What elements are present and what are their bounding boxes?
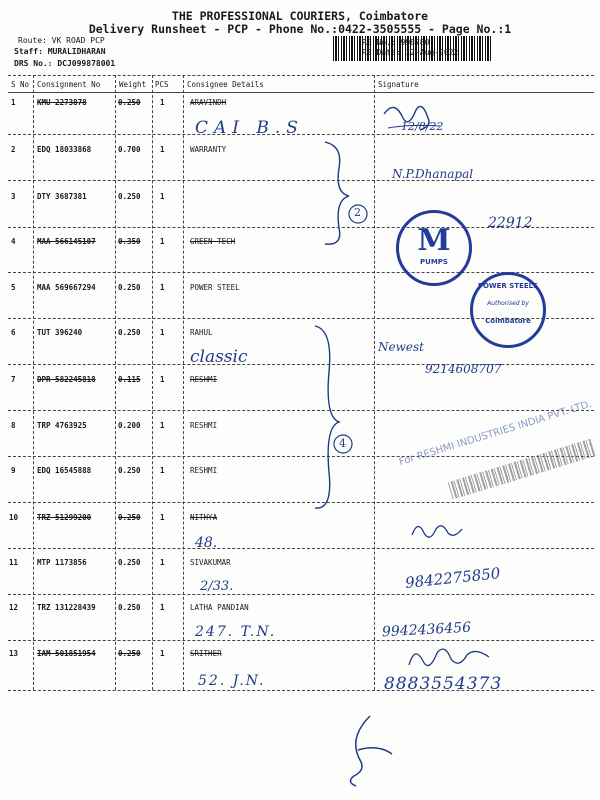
signature-row-12: 9942436456 — [381, 619, 472, 641]
col-sno: S No — [11, 80, 30, 89]
handwritten-note-48: 48. — [195, 535, 218, 551]
row-8-consignee: RESHMI — [190, 421, 218, 430]
row-5-weight: 0.250 — [118, 283, 141, 292]
pumps-stamp: M PUMPS — [396, 210, 472, 286]
row-1-pcs: 1 — [160, 98, 165, 107]
row-12-consignment: TRZ 131228439 — [37, 603, 96, 612]
col-signature: Signature — [378, 80, 419, 89]
row-2-consignment: EDQ 18033868 — [37, 145, 92, 154]
row-8-consignment: TRP 4763925 — [37, 421, 87, 430]
row-12-consignee: LATHA PANDIAN — [190, 603, 249, 612]
row-9-consignee: RESHMI — [190, 466, 218, 475]
row-7-consignment: DPR 582245818 — [37, 375, 96, 384]
row-8-pcs: 1 — [160, 421, 165, 430]
row-10-pcs: 1 — [160, 513, 165, 522]
row-5-consignee: POWER STEEL — [190, 283, 240, 292]
brace-count-4: 4 — [339, 437, 346, 450]
company-seal-faint: For RESHMI INDUSTRIES INDIA PVT. LTD. — [397, 398, 594, 469]
col-weight: Weight — [119, 80, 147, 89]
row-11-sno: 11 — [9, 558, 19, 567]
row-13-weight: 0.250 — [118, 649, 141, 658]
row-7-consignee: RESHMI — [190, 375, 218, 384]
row-13-consignment: IAM 501851954 — [37, 649, 96, 658]
row-6-pcs: 1 — [160, 328, 165, 337]
row-5-sno: 5 — [11, 283, 16, 292]
handwritten-note-233: 2/33. — [200, 579, 234, 594]
row-3-consignment: DTY 3687381 — [37, 192, 87, 201]
signature-date: 12/8/22 — [401, 120, 444, 133]
row-10-consignment: TRZ 51299200 — [37, 513, 92, 522]
brace-rows-6-9 — [305, 322, 365, 512]
handwritten-note-cai: CAI B.S — [195, 118, 304, 138]
power-steels-stamp: POWER STEELS Authorised by Coimbatore — [470, 272, 546, 348]
row-4-sno: 4 — [11, 237, 16, 246]
row-5-consignment: MAA 569667294 — [37, 283, 96, 292]
staff-label: Staff: MURALIDHARAN — [14, 47, 106, 56]
signature-row-1 — [380, 96, 460, 140]
col-pcs: PCS — [155, 80, 169, 89]
row-4-weight: 0.350 — [118, 237, 141, 246]
row-2-sno: 2 — [11, 145, 16, 154]
row-3-sno: 3 — [11, 192, 16, 201]
brace-count-2: 2 — [354, 206, 361, 219]
row-13-sno: 13 — [9, 649, 19, 658]
row-1-weight: 0.250 — [118, 98, 141, 107]
col-consignee: Consignee Details — [187, 80, 264, 89]
faint-barcode — [448, 438, 597, 499]
row-1-sno: 1 — [11, 98, 16, 107]
row-12-weight: 0.250 — [118, 603, 141, 612]
route-label: Route: VK ROAD PCP — [18, 36, 105, 45]
row-12-pcs: 1 — [160, 603, 165, 612]
signature-row-11: 9842275850 — [404, 564, 502, 592]
row-6-sno: 6 — [11, 328, 16, 337]
runsheet-subtitle: Delivery Runsheet - PCP - Phone No.:0422-3505555 - Page No.:1 — [88, 22, 512, 36]
row-7-pcs: 1 — [160, 375, 165, 384]
row-6-consignment: TUT 396240 — [37, 328, 83, 337]
row-4-consignment: MAA 566145107 — [37, 237, 96, 246]
signature-row-13 — [405, 643, 495, 673]
row-3-pcs: 1 — [160, 192, 165, 201]
handwritten-note-247: 247. T.N. — [195, 624, 277, 640]
row-7-weight: 0.115 — [118, 375, 141, 384]
row-7-sno: 7 — [11, 375, 16, 384]
row-9-weight: 0.250 — [118, 466, 141, 475]
row-4-consignee: GREEN TECH — [190, 237, 236, 246]
signature-row-10 — [408, 515, 468, 545]
row-11-pcs: 1 — [160, 558, 165, 567]
signature-row-2: N.P.Dhanapal — [392, 167, 474, 181]
row-6-weight: 0.250 — [118, 328, 141, 337]
row-8-weight: 0.200 — [118, 421, 141, 430]
signature-row-3-number: 22912 — [488, 215, 533, 231]
row-10-sno: 10 — [9, 513, 19, 522]
final-signature — [340, 710, 400, 790]
row-10-weight: 0.250 — [118, 513, 141, 522]
drs-label: DRS No.: DCJ099878001 — [14, 59, 116, 68]
row-11-consignee: SIVAKUMAR — [190, 558, 231, 567]
row-10-consignee: NITHYA — [190, 513, 218, 522]
row-2-consignee: WARRANTY — [190, 145, 227, 154]
col-consignment: Consignment No — [37, 80, 101, 89]
row-1-consignment: KMU 2273878 — [37, 98, 87, 107]
row-4-pcs: 1 — [160, 237, 165, 246]
row-11-weight: 0.250 — [118, 558, 141, 567]
row-11-consignment: MTP 1173856 — [37, 558, 87, 567]
row-1-consignee: ARAVINDH — [190, 98, 227, 107]
company-title: THE PROFESSIONAL COURIERS, Coimbatore — [171, 9, 429, 23]
row-9-sno: 9 — [11, 466, 16, 475]
row-5-pcs: 1 — [160, 283, 165, 292]
rs-date: RS Date: 12-Aug-2022 — [362, 48, 459, 57]
row-9-pcs: 1 — [160, 466, 165, 475]
brace-rows-2-4 — [315, 138, 375, 248]
row-13-pcs: 1 — [160, 649, 165, 658]
row-13-consignee: SRITHER — [190, 649, 222, 658]
row-12-sno: 12 — [9, 603, 19, 612]
row-2-pcs: 1 — [160, 145, 165, 154]
row-2-weight: 0.700 — [118, 145, 141, 154]
handwritten-note-classic: classic — [190, 347, 248, 367]
signature-row-13-phone: 8883554373 — [384, 674, 503, 694]
rs-number: RS No.: 998780 — [362, 38, 430, 47]
row-8-sno: 8 — [11, 421, 16, 430]
signature-row-6-phone: 9214608707 — [425, 362, 502, 376]
row-9-consignment: EDQ 16545888 — [37, 466, 92, 475]
row-6-consignee: RAHUL — [190, 328, 213, 337]
row-3-weight: 0.250 — [118, 192, 141, 201]
signature-row-6: Newest — [378, 340, 424, 354]
handwritten-note-52: 52. J.N. — [198, 673, 266, 689]
